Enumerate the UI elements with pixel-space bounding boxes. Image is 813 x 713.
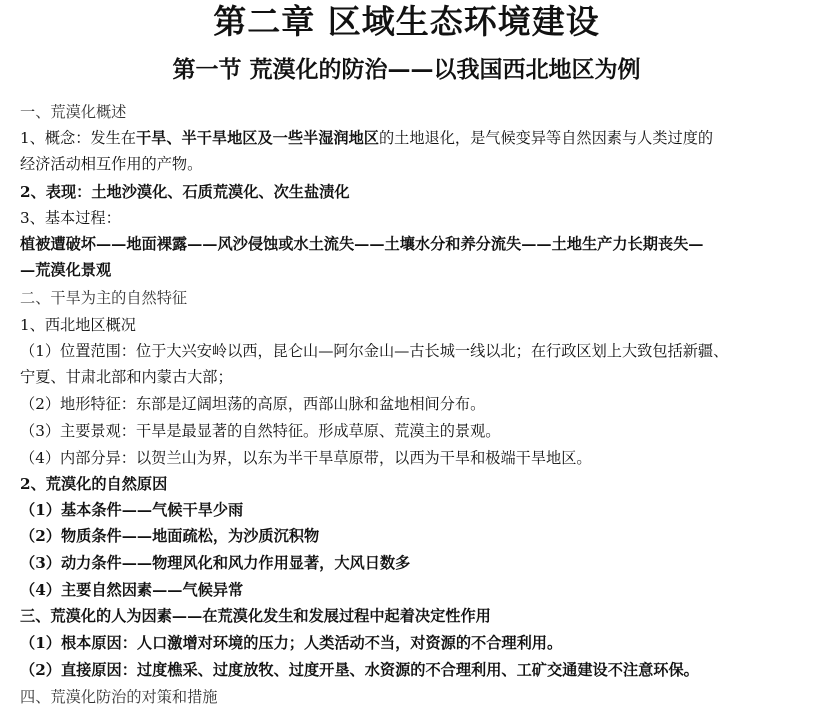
heading-overview: 一、荒漠化概述: [20, 103, 127, 121]
location-range-cont: 宁夏、甘肃北部和内蒙古大部；: [20, 368, 233, 386]
concept-line: [20, 125, 799, 151]
section-title: 第一节 荒漠化的防治——以我国西北地区为例: [172, 56, 641, 83]
basic-condition: （1）基本条件——气候干旱少雨: [20, 501, 244, 519]
main-natural-factor: （4）主要自然因素——气候异常: [20, 581, 244, 599]
main-landscape: （3）主要景观：干旱是最显著的自然特征。形成草原、荒漠主的景观。: [20, 422, 501, 440]
heading-countermeasures: 四、荒漠化防治的对策和措施: [20, 688, 218, 706]
dynamic-condition: （3）动力条件——物理风化和风力作用显著，大风日数多: [20, 554, 411, 572]
terrain-feature: （2）地形特征：东部是辽阔坦荡的高原，西部山脉和盆地相间分布。: [20, 395, 486, 413]
concept-rest: 的土地退化，是气候变异等自然因素与人类过度的: [378, 129, 714, 147]
internal-differentiation: （4）内部分异：以贺兰山为界，以东为半干旱草原带，以西为干旱和极端干旱地区。: [20, 449, 592, 467]
direct-cause: （2）直接原因：过度樵采、过度放牧、过度开垦、水资源的不合理利用、工矿交通建设不注意环保。: [20, 661, 699, 679]
chapter-title: 第二章 区域生态环境建设: [213, 2, 600, 41]
concept-continuation: 经济活动相互作用的产物。: [20, 155, 203, 173]
location-range: （1）位置范围：位于大兴安岭以西，昆仑山—阿尔金山—古长城一线以北；在行政区划上大致包括新疆、: [20, 342, 729, 360]
process-heading: 3、基本过程：: [20, 209, 121, 227]
concept-bold-regions: 干旱、半干旱地区及一些半湿润地区: [135, 129, 379, 147]
concept-prefix: 1、概念：发生在: [20, 129, 136, 147]
human-factors-heading: 三、荒漠化的人为因素——在荒漠化发生和发展过程中起着决定性作用: [20, 607, 491, 625]
material-condition: （2）物质条件——地面疏松，为沙质沉积物: [20, 527, 320, 545]
process-chain-end: —荒漠化景观: [20, 261, 112, 279]
heading-natural-features: 二、干旱为主的自然特征: [20, 289, 188, 307]
northwest-overview: 1、西北地区概况: [20, 316, 136, 334]
natural-causes-heading: 2、荒漠化的自然原因: [20, 475, 168, 493]
root-cause: （1）根本原因：人口激增对环境的压力；人类活动不当，对资源的不合理利用。: [20, 634, 563, 652]
manifestation-line: 2、表现：土地沙漠化、石质荒漠化、次生盐渍化: [20, 183, 350, 201]
process-chain: 植被遭破坏——地面裸露——风沙侵蚀或水土流失——土壤水分和养分流失——土地生产力长期丧失—: [20, 235, 704, 253]
